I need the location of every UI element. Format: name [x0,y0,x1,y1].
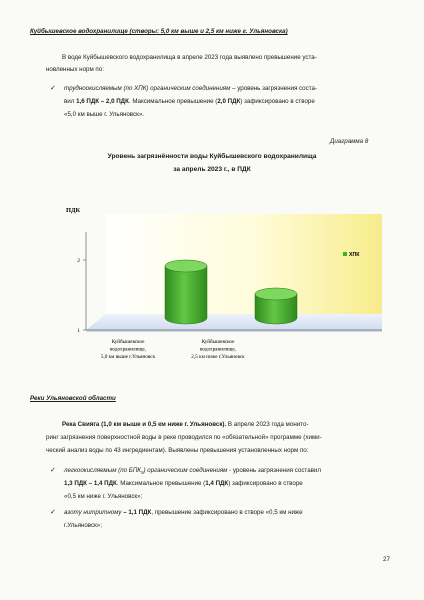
bullet-bold-text: 1,4 ПДК [205,480,229,487]
x-category-label: Куйбышевское [201,339,235,345]
paragraph-line: ринг загрязнения поверхностной воды в реке проводился по «обязательной» программе (хими- [46,434,322,441]
y-tick-label: 2 [77,258,80,264]
paragraph-text: В апреле 2023 года монито- [226,421,309,428]
bullet-bold-text: – 1,1 ПДК [121,509,152,516]
bullet-line [64,480,303,488]
bullet-text: , превышение зафиксировано в створе «0,5 км ниже [151,509,303,516]
section-heading-reservoir: Куйбышевское водохранилище (створы: 5,0 км выше и 2,5 км ниже г. Ульяновска) [30,28,288,35]
x-category-label: водохранилище, [200,346,236,353]
bullet-line [64,509,303,517]
bullet-line [64,467,321,478]
checkmark-icon: ✓ [50,467,56,474]
x-category-label: 2,5 км ниже г.Ульяновск [191,354,245,360]
bullet-italic-text: легкоокисляемым (по БПК [64,467,141,474]
paragraph-bold-text: Река Свияга (1,0 км выше и 0,5 км ниже г. Ульяновск). [62,421,227,428]
bullet-text: ) зафиксировано в створе [228,480,303,487]
bullet-subscript: 5 [140,470,144,476]
bullet-text: . Максимальное превышение ( [116,480,206,487]
chart-title: Уровень загрязнённости воды Куйбышевского водохранилища [107,153,317,160]
checkmark-icon: ✓ [50,509,56,516]
chart-subtitle: за апрель 2023 г., в ПДК [173,166,251,173]
y-axis-label: ПДК [66,207,81,214]
paragraph-line: новленных норм по: [46,66,104,73]
bar-cylinder [255,288,297,324]
y-tick-label: 1 [77,328,80,334]
chart-background [86,214,382,332]
bullet-text: - уровень загрязнения составил [227,467,321,474]
bar-cylinder [165,260,207,324]
bullet-line [64,98,315,106]
bullet-text: ) зафиксировано в створе [240,98,315,105]
section-heading-rivers: Реки Ульяновской области [30,395,116,402]
page-number: 27 [383,556,390,563]
paragraph-line [62,421,309,429]
bullet-bold-text: 2,0 ПДК [217,98,241,105]
bar-top [165,260,207,272]
bullet-text: вил [64,98,77,105]
bar-chart [0,190,424,390]
bar-body [165,266,207,324]
legend-swatch [343,252,347,256]
checkmark-icon: ✓ [50,85,56,92]
bullet-bold-text: 1,6 ПДК – 2,0 ПДК [76,98,129,105]
paragraph-line: ческий анализ воды по 43 ингредиентам). Выявлены превышения установленных норм по: [46,447,309,454]
bullet-text: . Максимальное превышение ( [128,98,218,105]
bullet-line: г.Ульяновск»; [64,522,102,529]
bar-top [255,288,297,300]
bullet-italic-text: ) органическим соединениям [143,467,228,474]
x-category-label: 5,0 км выше г.Ульяновск [100,354,156,360]
legend-label: ХПК [349,252,360,258]
bullet-line [64,85,317,93]
x-category-label: водохранилище, [110,346,146,353]
bullet-line: «0,5 км ниже г. Ульяновск»; [64,493,143,500]
bullet-line: «5,0 км выше г. Ульяновск». [64,111,144,118]
bullet-italic-text: азоту нитритному [64,509,122,516]
bullet-text: – уровень загрязнения соста- [230,85,317,92]
diagram-label: Диаграмма 8 [330,138,369,145]
paragraph-line: В воде Куйбышевского водохранилища в апреле 2023 года выявлено превышение уста- [62,54,317,61]
x-category-label: Куйбышевское [111,339,145,345]
bullet-italic-text: трудноокисляемым (по ХПК) органическим соединениям [64,85,231,92]
bullet-bold-text: 1,3 ПДК – 1,4 ПДК [64,480,117,487]
